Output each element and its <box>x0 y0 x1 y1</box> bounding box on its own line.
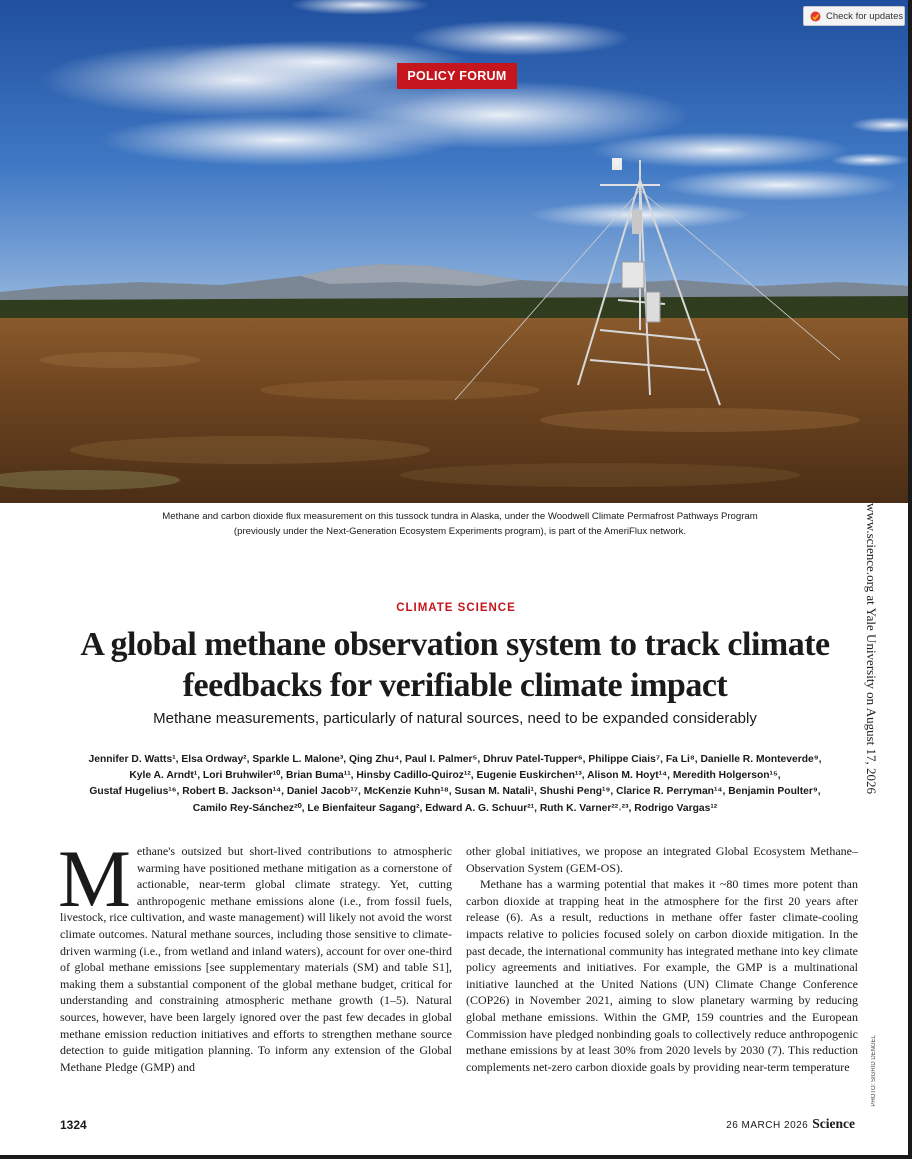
article-subtitle: Methane measurements, particularly of natural sources, need to be expanded considerably <box>153 710 757 727</box>
article-title <box>40 624 870 706</box>
title-line-1: A global methane observation system to track climate <box>80 626 830 663</box>
body-column-left <box>58 833 452 1075</box>
photo-caption <box>60 509 860 539</box>
hero-photo <box>0 0 912 503</box>
section-kicker: CLIMATE SCIENCE <box>396 602 516 614</box>
page-edge-bottom <box>0 1155 912 1159</box>
author-line: Camilo Rey-Sánchez²⁰, Le Bienfaiteur Sagang², Edward A. G. Schuur²¹, Ruth K. Varner²²˒²³, Rodrigo Vargas¹² <box>192 802 718 814</box>
page-edge-right <box>908 0 912 1159</box>
author-line: Kyle A. Arndt¹, Lori Bruhwiler¹⁰, Brian Buma¹¹, Hinsby Cadillo-Quiroz¹², Eugenie Euskirchen¹³, Alison M. Hoyt¹⁴, Meredith Holgerson¹⁵, <box>129 770 781 782</box>
issue-footer <box>700 1116 855 1132</box>
author-line: Jennifer D. Watts¹, Elsa Ordway², Sparkle L. Malone³, Qing Zhu⁴, Paul I. Palmer⁵, Dhruv Patel-Tupper⁶, Philippe Ciais⁷, Fa Li⁸, Danielle R. Monteverde⁹, <box>88 754 822 765</box>
body-column-right <box>466 843 858 1075</box>
policy-forum-tag: POLICY FORUM <box>397 63 517 89</box>
access-watermark: www.science.org at Yale University on August 17, 2026 <box>864 503 879 795</box>
author-line: Gustaf Hugelius¹⁶, Robert B. Jackson¹⁴, Daniel Jacob¹⁷, McKenzie Kuhn¹⁸, Susan M. Natali¹, Shushi Peng¹⁹, Clarice R. Perryman¹⁴, Benjamin Poulter⁹, <box>89 786 821 798</box>
page-number: 1324 <box>60 1118 87 1132</box>
author-list <box>55 752 855 817</box>
caption-line-1: Methane and carbon dioxide flux measurement on this tussock tundra in Alaska, under the Woodwell Climate Permafrost Pathways Program <box>162 511 758 522</box>
title-line-2: feedbacks for verifiable climate impact <box>182 667 728 704</box>
caption-line-2: (previously under the Next-Generation Ecosystem Experiments program), is part of the AmeriFlux network. <box>233 526 687 537</box>
body-paragraph: Methane has a warming potential that makes it ~80 times more potent than carbon dioxide at trapping heat in the atmosphere for the first 20 years after release (6). As a result, reductions in methane offer faster climate-cooling impacts relative to policies focused solely on carbon dioxide mitigation. In the past decade, the international community has integrated methane into key climate policy agreements and initiatives. For example, the GMP is a multinational initiative launched at the United Nations (UN) Climate Change Conference (COP26) in November 2021, aiming to slow planetary warming by reducing global methane emissions. Within the GMP, 159 countries and the European Commission have pledged nonbinding goals to collectively reduce anthropogenic methane emissions by at least 30% from 2020 levels by 2030 (7). This reduction complements net-zero carbon dioxide goals by providing near-term temperature <box>466 877 858 1074</box>
check-for-updates-label: Check for updates <box>826 10 904 22</box>
journal-name: Science <box>812 1116 855 1131</box>
update-badge-icon <box>810 11 821 22</box>
body-paragraph: ethane's outsized but short-lived contributions to atmospheric warming have positioned methane mitigation as a cornerstone of actionable, near-term global climate strategy. Yet, cutting anthropogenic methane emissions alone (i.e., from fossil fuels, livestock, rice cultivation, and waste management) will likely not avoid the worst climate outcomes. Natural methane sources, including those sensitive to climate-driven warming (i.e., from wetland and inland waters), account for over one-third of global methane emissions [see supplementary materials (SM) and table S1], making them a substantial component of the global methane budget, critical for understanding and constraining atmospheric methane growth (1–5). Natural sources, however, have been largely ignored over the past few decades in global methane emission reduction initiatives and efforts to strengthen methane source detection to guide mitigation planning. To inform any extension of the Global Methane Pledge (GMP) and <box>60 844 452 1074</box>
body-paragraph: other global initiatives, we propose an integrated Global Ecosystem Methane–Observation System (GEM-OS). <box>466 844 858 875</box>
issue-date: 26 MARCH 2026 <box>726 1120 809 1131</box>
drop-cap: M <box>58 833 131 924</box>
check-for-updates-button[interactable] <box>803 6 905 26</box>
photo-credit: PHOTO: SIGRID DENGEL <box>871 1035 877 1107</box>
